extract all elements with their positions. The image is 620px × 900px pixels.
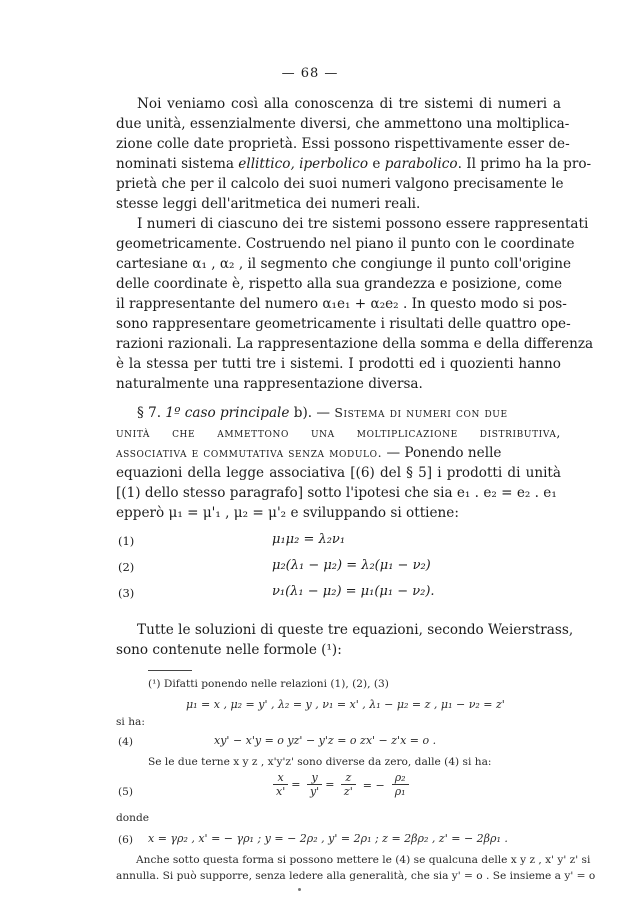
equation-label: (4) — [118, 736, 134, 748]
equation-label: (6) — [118, 834, 134, 846]
footnote-equation: μ₁ = x , μ₂ = y' , λ₂ = y , ν₁ = x' , λ₁ − μ₂ = z , μ₁ − ν₂ = z' — [186, 698, 505, 711]
footnote-equation: x = γρ₂ , x' = − γρ₁ ; y = − 2ρ₂ , y' = 2ρ₁ ; z = 2βρ₂ , z' = − 2βρ₁ . — [148, 832, 508, 845]
text-line: il rappresentante del numero α₁e₁ + α₂e₂ . In questo modo si pos- — [116, 296, 567, 312]
text-line: cartesiane α₁ , α₂ , il segmento che congiunge il punto coll'origine — [116, 256, 572, 272]
text-line: Tutte le soluzioni di queste tre equazioni, secondo Weierstrass, — [137, 622, 574, 638]
text-line: nominati sistema ellittico, iperbolico e parabolico. Il primo ha la pro- — [116, 156, 592, 172]
text-line: epperò μ₁ = μ'₁ , μ₂ = μ'₂ e sviluppando si ottiene: — [116, 505, 459, 521]
section-heading-line: associativa e commutativa senza modulo. — Ponendo nelle — [116, 445, 502, 461]
footnote-line: Anche sotto questa forma si possono mettere le (4) se qualcuna delle x y z , x' y' z' si — [136, 854, 591, 866]
text-line: due unità, essenzialmente diversi, che ammettono una moltiplica- — [116, 116, 570, 132]
equation: μ₁μ₂ = λ₂ν₁ — [272, 532, 346, 547]
equation-label: (3) — [118, 586, 135, 600]
footnote-rule — [148, 670, 192, 671]
text-line: razioni razionali. La rappresentazione della somma e della differenza — [116, 336, 594, 352]
equation-label: (5) — [118, 786, 134, 798]
text-line: stesse leggi dell'aritmetica dei numeri reali. — [116, 196, 421, 212]
equation: μ₂(λ₁ − μ₂) = λ₂(μ₁ − ν₂) — [272, 558, 431, 573]
equation-label: (1) — [118, 534, 135, 548]
section-heading-line: unità che ammettono una moltiplicazione distributiva, — [116, 425, 561, 440]
footnote-line: donde — [116, 812, 150, 824]
section-heading-line: § 7. 1º caso principale b). — Sistema di numeri con due — [137, 405, 508, 421]
text-line: sono contenute nelle formole (¹): — [116, 642, 342, 658]
footnote-line: (¹) Difatti ponendo nelle relazioni (1), (2), (3) — [148, 678, 389, 690]
footnote-line: Se le due terne x y z , x'y'z' sono diverse da zero, dalle (4) si ha: — [148, 756, 492, 768]
text-line: geometricamente. Costruendo nel piano il punto con le coordinate — [116, 236, 575, 252]
text-line: è la stessa per tutti tre i sistemi. I prodotti ed i quozienti hanno — [116, 356, 561, 372]
footnote-equation: xy' − x'y = o yz' − y'z = o zx' − z'x = o . — [214, 734, 437, 747]
footnote-equation: $\frac{x}{x'}$ = $\frac{y}{y'}$ = $\frac{z}{z'}$ = − $\frac{\text{ρ₂}}{\text{ρ₁}}$ — [270, 772, 412, 798]
text-line: zione colle date proprietà. Essi possono rispettivamente esser de- — [116, 136, 570, 152]
text-line: equazioni della legge associativa [(6) del § 5] i prodotti di unità — [116, 465, 561, 481]
text-line: naturalmente una rappresentazione diversa. — [116, 376, 423, 392]
text-line: prietà che per il calcolo dei suoi numeri valgono precisamente le — [116, 176, 564, 192]
text-line: [(1) dello stesso paragrafo] sotto l'ipotesi che sia e₁ . e₂ = e₂ . e₁ — [116, 485, 557, 501]
equation-label: (2) — [118, 560, 135, 574]
page-number: — 68 — — [281, 66, 339, 81]
text-line: I numeri di ciascuno dei tre sistemi possono essere rappresentati — [137, 216, 589, 232]
text-line: delle coordinate è, rispetto alla sua grandezza e posizione, come — [116, 276, 563, 292]
footnote-line: si ha: — [116, 716, 145, 728]
text-line: Noi veniamo così alla conoscenza di tre sistemi di numeri a — [137, 96, 561, 112]
equation: ν₁(λ₁ − μ₂) = μ₁(μ₁ − ν₂). — [272, 584, 435, 599]
footnote-line: annulla. Si può supporre, senza ledere alla generalità, che sia y' = o . Se insieme a y' = o — [116, 870, 596, 882]
page-mark — [298, 888, 301, 891]
text-line: sono rappresentare geometricamente i risultati delle quattro ope- — [116, 316, 571, 332]
